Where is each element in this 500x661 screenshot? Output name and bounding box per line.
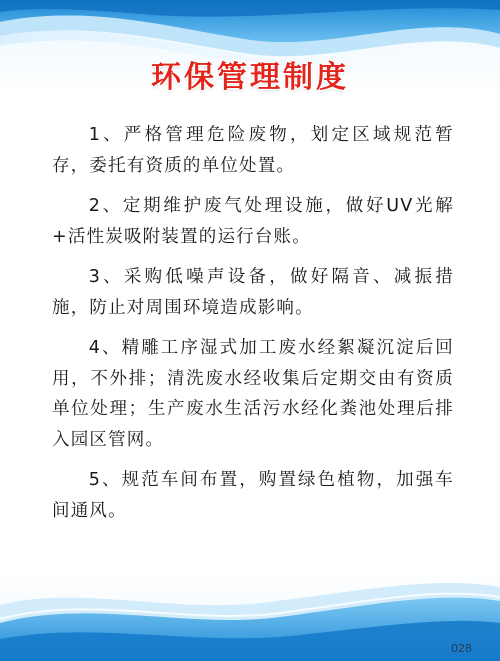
bottom-wave-decoration	[0, 565, 500, 661]
regulation-list	[52, 120, 454, 536]
page-number: 028	[451, 642, 472, 655]
regulation-item-1: 1、严格管理危险废物，划定区域规范暂存，委托有资质的单位处置。	[52, 125, 454, 176]
poster-title: 环保管理制度	[151, 60, 349, 95]
regulation-item-2: 2、定期维护废气处理设施，做好UV光解+活性炭吸附装置的运行台账。	[52, 196, 454, 247]
regulation-item-3: 3、采购低噪声设备，做好隔音、减振措施，防止对周围环境造成影响。	[52, 267, 454, 318]
regulation-item-4: 4、精雕工序湿式加工废水经絮凝沉淀后回用，不外排；清洗废水经收集后定期交由有资质单位处理；生产废水生活污水经化粪池处理后排入园区管网。	[52, 338, 454, 450]
regulation-item-5: 5、规范车间布置，购置绿色植物，加强车间通风。	[52, 470, 454, 521]
